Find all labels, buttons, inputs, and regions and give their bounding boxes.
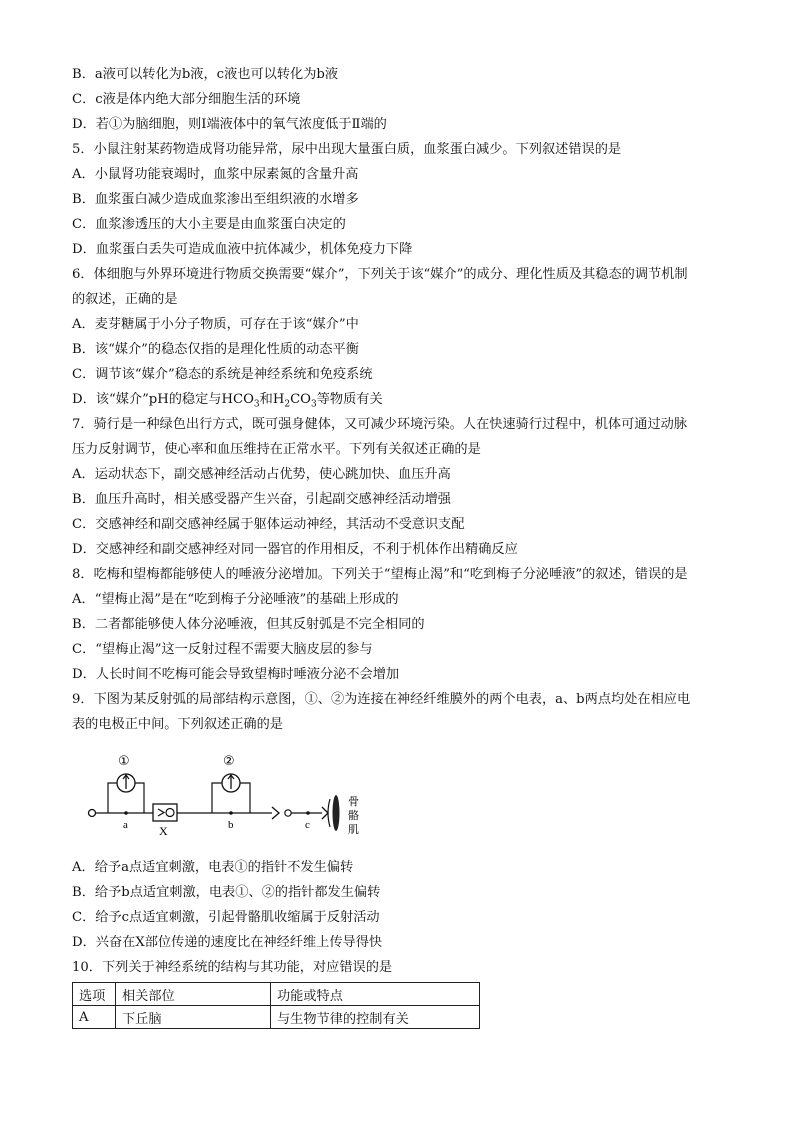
- table-header-row: [73, 983, 480, 1006]
- q9-option-b: B．给予b点适宜刺激，电表①、②的指针都发生偏转: [72, 885, 381, 900]
- table-row: [73, 1006, 480, 1029]
- muscle-label-1: 骨: [348, 795, 359, 808]
- q6-d-prefix: D．该“媒介”pH的稳定与HCO: [72, 392, 254, 407]
- table-header-part: 相关部位: [116, 983, 271, 1006]
- junction-x-label: X: [159, 824, 168, 838]
- table-header-option: 选项: [73, 983, 116, 1006]
- q5-option-a: A．小鼠肾功能衰竭时，血浆中尿素氮的含量升高: [72, 167, 359, 182]
- q6-d-sub1: 3: [253, 399, 260, 410]
- q6-d-mid2: CO: [290, 392, 311, 407]
- q9-stem-line2: 表的电极正中间。下列叙述正确的是: [72, 717, 283, 732]
- q10-stem: 10．下列关于神经系统的结构与其功能，对应错误的是: [72, 960, 393, 975]
- q5-option-d: D．血浆蛋白丢失可造成血液中抗体减少，机体免疫力下降: [72, 242, 413, 257]
- table-cell-option: A: [73, 1006, 116, 1029]
- q6-option-a: A．麦芽糖属于小分子物质，可存在于该“媒介”中: [72, 317, 359, 332]
- q5-stem: 5．小鼠注射某药物造成肾功能异常，尿中出现大量蛋白质，血浆蛋白减少。下列叙述错误的是: [72, 142, 622, 157]
- q4-option-d: D．若①为脑细胞，则Ⅰ端液体中的氧气浓度低于Ⅱ端的: [72, 117, 387, 132]
- fiber-start-terminal: [89, 810, 96, 817]
- point-a-dot: [124, 811, 128, 815]
- q8-stem: 8．吃梅和望梅都能够使人的唾液分泌增加。下列关于“望梅止渴”和“吃到梅子分泌唾液”的叙述，错误的是: [72, 567, 688, 582]
- meter2-label: ②: [223, 754, 235, 769]
- point-b-label: b: [228, 819, 234, 831]
- meter1-label: ①: [118, 754, 130, 769]
- neuron-c-start: [285, 810, 291, 816]
- table-header-function: 功能或特点: [271, 983, 480, 1006]
- q4-option-c: C．c液是体内绝大部分细胞生活的环境: [72, 92, 301, 107]
- q6-option-b: B．该“媒介”的稳态仅指的是理化性质的动态平衡: [72, 342, 359, 357]
- q7-stem-line1: 7．骑行是一种绿色出行方式，既可强身健体，又可减少环境污染。人在快速骑行过程中，机体可通过动脉: [72, 417, 688, 432]
- q6-stem-line2: 的叙述，正确的是: [72, 292, 178, 307]
- fiber-terminal-3: [322, 807, 328, 819]
- q6-d-sub3: 3: [310, 399, 317, 410]
- q9-options: [72, 855, 732, 955]
- table-cell-part: 下丘脑: [116, 1006, 271, 1029]
- q5-option-b: B．血浆蛋白减少造成血浆渗出至组织液的水增多: [72, 192, 359, 207]
- q9-option-d: D．兴奋在X部位传递的速度比在神经纤维上传导得快: [72, 935, 383, 950]
- q6-option-d: [72, 387, 732, 412]
- q4-option-b: B．a液可以转化为b液，c液也可以转化为b液: [72, 67, 339, 82]
- q7-option-b: B．血压升高时，相关感受器产生兴奋，引起副交感神经活动增强: [72, 492, 451, 507]
- q6-option-c: C．调节该“媒介”稳态的系统是神经系统和免疫系统: [72, 367, 373, 382]
- q7-stem-line2: 压力反射调节，使心率和血压维持在正常水平。下列有关叙述正确的是: [72, 442, 481, 457]
- muscle-label-2: 骼: [348, 809, 359, 822]
- muscle-label-3: 肌: [348, 823, 359, 836]
- q7-option-a: A．运动状态下，副交感神经活动占优势，使心跳加快、血压升高: [72, 467, 451, 482]
- fiber-terminal-2: [272, 807, 279, 819]
- reflex-arc-diagram: [72, 741, 732, 851]
- q9-stem-line1: 9．下图为某反射弧的局部结构示意图，①、②为连接在神经纤维膜外的两个电表，a、b两点均处在相应电: [72, 692, 691, 707]
- point-b-dot: [229, 811, 233, 815]
- q5-option-c: C．血浆渗透压的大小主要是由血浆蛋白决定的: [72, 217, 346, 232]
- q8-option-b: B．二者都能够使人体分泌唾液，但其反射弧是不完全相同的: [72, 617, 425, 632]
- q7-option-c: C．交感神经和副交感神经属于躯体运动神经，其活动不受意识支配: [72, 517, 465, 532]
- q8-option-c: C．“望梅止渴”这一反射过程不需要大脑皮层的参与: [72, 642, 373, 657]
- q9-option-a: A．给予a点适宜刺激，电表①的指针不发生偏转: [72, 860, 354, 875]
- point-c-dot: [306, 811, 310, 815]
- q6-d-sub2: 2: [284, 399, 291, 410]
- q8-option-a: A．“望梅止渴”是在“吃到梅子分泌唾液”的基础上形成的: [72, 592, 399, 607]
- question-page: [72, 62, 732, 1029]
- skeletal-muscle: [333, 795, 340, 831]
- q9-option-c: C．给予c点适宜刺激，引起骨骼肌收缩属于反射活动: [72, 910, 380, 925]
- point-c-label: c: [305, 819, 310, 831]
- point-a-label: a: [123, 819, 128, 831]
- q6-stem-line1: 6．体细胞与外界环境进行物质交换需要“媒介”，下列关于该“媒介”的成分、理化性质及其稳态的调节机制: [72, 267, 688, 282]
- q6-d-mid: 和H: [259, 392, 285, 407]
- q10-table: [72, 982, 480, 1029]
- muscle-edge: [328, 799, 330, 827]
- q7-option-d: D．交感神经和副交感神经对同一器官的作用相反，不利于机体作出精确反应: [72, 542, 518, 557]
- table-cell-function: 与生物节律的控制有关: [271, 1006, 480, 1029]
- reflex-arc-svg: [86, 741, 386, 847]
- q8-option-d: D．人长时间不吃梅可能会导致望梅时唾液分泌不会增加: [72, 667, 400, 682]
- q6-d-suffix: 等物质有关: [316, 392, 383, 407]
